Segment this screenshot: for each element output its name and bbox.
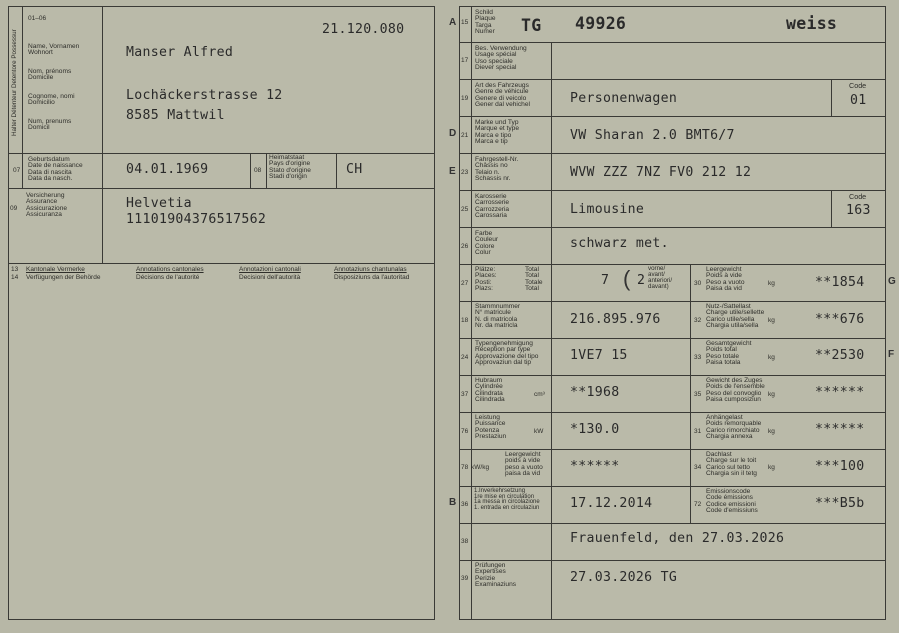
power: *130.0 (570, 422, 620, 437)
emission-labels: Emissionscode Code émissions Codice emissioni Code d'emissiuns (706, 488, 758, 514)
field-26: 26 (461, 243, 469, 250)
seat-labels: Plätze: Places: Posti: Plazs: (475, 266, 497, 292)
payload: ***676 (815, 312, 865, 327)
approval-labels: Typengenehmigung Réception par type Approvazione del tipo Approvaziun dal tip (475, 340, 539, 366)
kind-code-label: Code (849, 81, 867, 90)
kind-code: 01 (850, 93, 867, 108)
vin-labels: Fahrgestell-Nr. Châssis no Telaio n. Schassis nr. (475, 156, 519, 182)
empty-weight: **1854 (815, 275, 865, 290)
field-24: 24 (461, 354, 469, 361)
roof-load: ***100 (815, 459, 865, 474)
field-31: 31 (694, 428, 702, 435)
name-labels-de: Name, Vornamen Wohnort (28, 43, 80, 57)
approval: 1VE7 15 (570, 348, 628, 363)
field-34: 34 (694, 464, 702, 471)
vehicle-kind: Personenwagen (570, 91, 678, 106)
color-labels: Farbe Couleur Colore Colur (475, 230, 499, 256)
insurer: Helvetia (126, 196, 192, 211)
kg-unit: kg (768, 317, 775, 324)
cantonal-de: Kantonale Vermerke (26, 266, 85, 273)
name-labels-rm: Num, prenums Domicil (28, 118, 72, 132)
front-labels: vorne/ avant/ anteriori/ davant) (648, 265, 673, 290)
body-code-label: Code (849, 192, 867, 201)
kg-unit: kg (768, 354, 775, 361)
total-weight: **2530 (815, 348, 865, 363)
plate-labels: Schild Plaque Targa Numer (475, 9, 496, 35)
train-weight-labels: Gewicht des Zuges Poids de l'ensemble Peso del convoglio Paisa cumposiziun (706, 377, 765, 403)
plate-color: weiss (786, 14, 838, 33)
field-21: 21 (461, 132, 469, 139)
authority-de: Verfügungen der Behörde (26, 274, 101, 281)
field-36: 36 (461, 501, 469, 508)
birth-date: 04.01.1969 (126, 162, 209, 177)
color: schwarz met. (570, 236, 669, 251)
make: VW Sharan 2.0 BMT6/7 (570, 128, 735, 143)
field-18: 18 (461, 317, 469, 324)
trailer-labels: Anhängelast Poids remorquable Carico rimorchiato Chargia annexa (706, 414, 762, 440)
matricule-labels: Stammnummer N° matricule N. di matricola Nr. da matricla (475, 303, 521, 329)
field-30: 30 (694, 280, 702, 287)
make-labels: Marke und Typ Marque et type Marca e tipo Marca e tip (475, 119, 519, 145)
kg-unit: kg (768, 280, 775, 287)
holder-city: 8585 Mattwil (126, 108, 225, 123)
kind-labels: Art des Fahrzeugs Genre de véhicule Genere di veicolo Gener dal vehichel (475, 82, 530, 108)
kwkg-unit: kW/kg (471, 464, 490, 471)
canton: TG (521, 16, 542, 35)
authority-it: Decisioni dell'autorità (239, 274, 301, 281)
total-weight-labels: Gesamtgewicht Poids total Peso totale Paisa totala (706, 340, 752, 366)
letter-a: A (449, 17, 457, 28)
field-33: 33 (694, 354, 702, 361)
body-labels: Karosserie Carrosserie Carrozzeria Carossaria (475, 193, 510, 219)
kg-unit: kg (768, 391, 775, 398)
holder-side-label: Halter Détenteur Detentore Possessur (11, 29, 18, 136)
first-registration: 17.12.2014 (570, 496, 653, 511)
cm3-unit: cm³ (534, 391, 545, 398)
authority-fr: Décisions de l'autorité (136, 274, 200, 281)
field-15: 15 (461, 19, 469, 26)
body-code: 163 (846, 203, 871, 218)
kwkg-labels: Leergewicht poids à vide peso a vuoto paisa da vid (505, 451, 543, 477)
letter-g: G (888, 276, 896, 287)
field-32: 32 (694, 317, 702, 324)
emission-code: ***B5b (815, 496, 865, 511)
insurance-labels: Versicherung Assurance Assicurazione Assicuranza (26, 192, 68, 218)
field-01-06: 01–06 (28, 15, 47, 22)
cantonal-rm: Annotaziuns chantunalas (334, 266, 407, 273)
field-27: 27 (461, 280, 469, 287)
letter-d: D (449, 128, 457, 139)
inspection: 27.03.2026 TG (570, 570, 678, 585)
displacement-labels: Hubraum Cylindrée Cilindrata Cilindrada (475, 377, 505, 403)
field-25: 25 (461, 206, 469, 213)
field-72: 72 (694, 501, 702, 508)
field-19: 19 (461, 95, 469, 102)
letter-f: F (888, 349, 895, 360)
cantonal-fr: Annotations cantonales (136, 266, 204, 273)
field-76: 76 (461, 428, 469, 435)
trailer-weight: ****** (815, 422, 865, 437)
field-37: 37 (461, 391, 469, 398)
kw-unit: kW (534, 428, 544, 435)
origin: CH (346, 162, 363, 177)
payload-labels: Nutz-/Sattellast Charge utile/sellette Carico utile/sella Chargia utila/sella (706, 303, 765, 329)
field-09: 09 (10, 205, 18, 212)
train-weight: ****** (815, 385, 865, 400)
field-39: 39 (461, 575, 469, 582)
power-labels: Leistung Puissance Potenza Prestaziun (475, 414, 507, 440)
holder-number: 21.120.080 (322, 22, 405, 37)
holder-name: Manser Alfred (126, 45, 234, 60)
seats-paren-open: ( (623, 266, 631, 291)
origin-labels: Heimatstaat Pays d'origine Stato d'origine Stadi d'origin (269, 154, 311, 180)
empty-weight-labels: Leergewicht Poids à vide Peso a vuoto Paisa da vid (706, 266, 745, 292)
authority-rm: Disposiziuns da l'autoritad (334, 274, 410, 281)
inspection-labels: Prüfungen Expertises Perizie Examinaziuns (475, 562, 517, 588)
insurance-number: 11101904376517562 (126, 212, 267, 227)
body: Limousine (570, 202, 645, 217)
letter-b: B (449, 497, 457, 508)
seats-total: 7 (601, 273, 610, 288)
kg-unit: kg (768, 428, 775, 435)
field-13: 13 (11, 266, 19, 273)
total-labels: Total Total Totale Total (525, 266, 543, 292)
holder-street: Lochäckerstrasse 12 (126, 88, 283, 103)
cantonal-it: Annotazioni cantonali (239, 266, 301, 273)
plate-number: 49926 (575, 14, 627, 33)
field-14: 14 (11, 274, 19, 281)
kwkg: ****** (570, 459, 620, 474)
roof-labels: Dachlast Charge sur le toit Carico sul tetto Chargia sin il tetg (706, 451, 757, 477)
field-23: 23 (461, 169, 469, 176)
field-17: 17 (461, 57, 469, 64)
place-date: Frauenfeld, den 27.03.2026 (570, 531, 785, 546)
kg-unit: kg (768, 464, 775, 471)
field-38: 38 (461, 538, 469, 545)
field-35: 35 (694, 391, 702, 398)
birth-labels: Geburtsdatum Date de naissance Data di nascita Data da nasch. (28, 156, 83, 182)
letter-e: E (449, 166, 456, 177)
displacement: **1968 (570, 385, 620, 400)
name-labels-it: Cognome, nomi Domicilio (28, 93, 75, 107)
field-08: 08 (254, 167, 262, 174)
field-07: 07 (13, 167, 21, 174)
vin: WVW ZZZ 7NZ FV0 212 12 (570, 165, 752, 180)
matricule: 216.895.976 (570, 312, 661, 327)
name-labels-fr: Nom, prénoms Domicile (28, 68, 72, 82)
field-78: 78 (461, 464, 469, 471)
seats-front: 2 (637, 273, 646, 288)
first-reg-labels: 1.Inverkehrsetzung 1re mise en circulation 1a messa in circolazione 1. entrada en circulaziun (474, 488, 540, 512)
use-labels: Bes. Verwendung Usage spécial Uso speciale Diever special (475, 45, 527, 71)
